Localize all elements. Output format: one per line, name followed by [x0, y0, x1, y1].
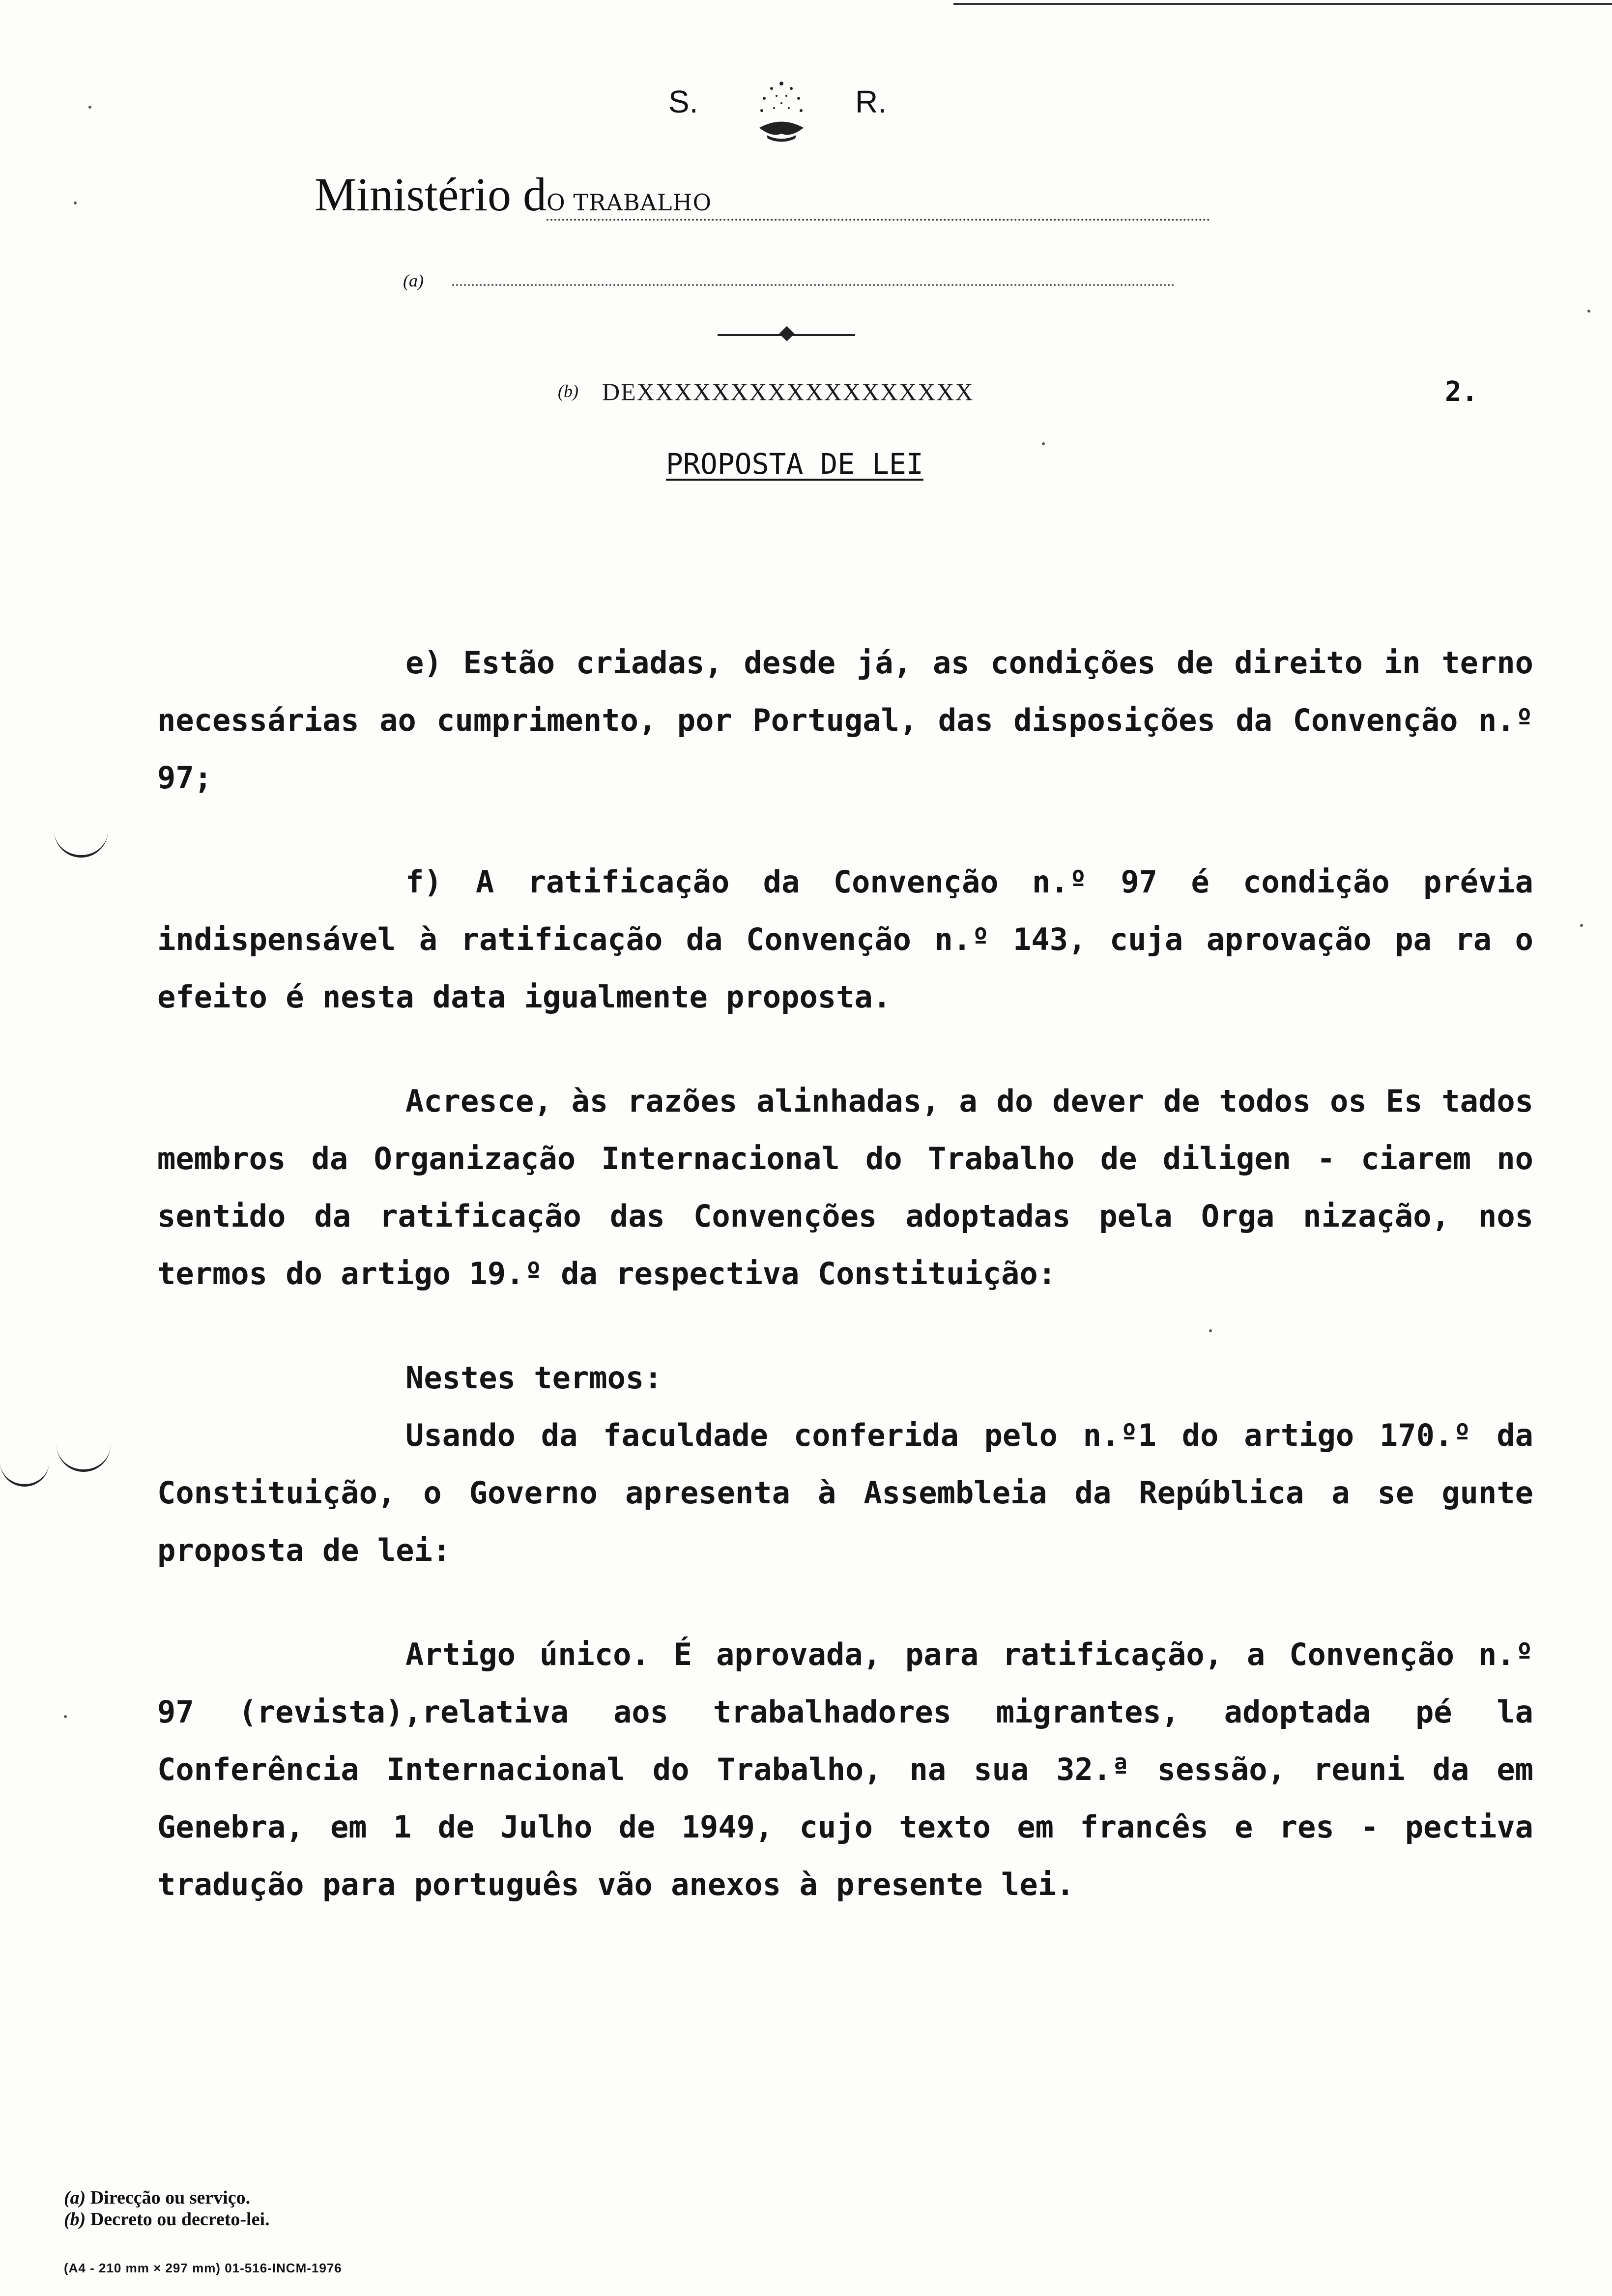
ministry-name: O TRABALHO	[547, 189, 1210, 221]
paragraph-f: f) A ratificação da Convenção n.º 97 é condição prévia indispensável à ratificação da Convenção n.º 143, cuja aprovação pa ra o efeito é nesta data igualmente proposta.	[157, 864, 1533, 1015]
scan-speck	[88, 106, 91, 109]
footnote-b: (b) Decreto ou decreto-lei.	[64, 2209, 270, 2230]
divider-diamond-icon	[779, 326, 794, 341]
scan-speck	[1042, 442, 1045, 445]
punch-hole-mark	[0, 1455, 49, 1487]
document-title: PROPOSTA DE LEI	[666, 447, 923, 481]
ministry-line	[315, 167, 1268, 222]
field-b-struck-value: DEXXXXXXXXXXXXXXXXXX	[602, 378, 974, 405]
coat-of-arms-icon	[732, 74, 831, 147]
document-body	[157, 634, 1533, 1913]
scan-speck	[64, 1715, 67, 1718]
footnote-a: (a) Direcção ou serviço.	[64, 2187, 251, 2208]
paragraph-artigo-unico: Artigo único. É aprovada, para ratificação, a Convenção n.º 97 (revista),relativa aos trabalhadores migrantes, adoptada pé la Conferência Internacional do Trabalho, na sua 32.ª sessão, reuni da em Genebra, em 1 de Julho de 1949, cujo texto em francês e res - pectiva tradução para português vão anexos à presente lei.	[157, 1636, 1533, 1902]
letterhead-emblem-line	[659, 74, 934, 152]
paragraph-acresce: Acresce, às razões alinhadas, a do dever de todos os Es tados membros da Organização Internacional do Trabalho de diligen - ciarem no sentido da ratificação das Convenções adoptadas pela Orga nização, nos termos do artigo 19.º da respectiva Constituição:	[157, 1083, 1533, 1292]
punch-hole-mark	[54, 826, 108, 858]
scan-speck	[74, 201, 77, 204]
paragraph-nestes-termos: Nestes termos:	[405, 1360, 662, 1396]
paragraph-usando: Usando da faculdade conferida pelo n.º1 do artigo 170.º da Constituição, o Governo apresenta à Assembleia da República a se gunte proposta de lei:	[157, 1417, 1533, 1568]
ministry-prefix: Ministério d	[315, 168, 547, 221]
letterhead-right-initial: R.	[855, 84, 887, 119]
punch-hole-mark	[57, 1440, 111, 1472]
scan-speck	[1209, 1329, 1212, 1332]
top-edge-rule	[953, 3, 1612, 5]
scan-speck	[1587, 310, 1590, 313]
print-reference-code: (A4 - 210 mm × 297 mm) 01-516-INCM-1976	[64, 2261, 342, 2275]
scan-speck	[1580, 924, 1583, 927]
field-a-dotted-line	[452, 284, 1175, 286]
field-a-label: (a)	[403, 271, 424, 290]
page-number: 2.	[1445, 376, 1478, 408]
field-b-label: (b)	[558, 381, 578, 401]
footnotes	[64, 2187, 270, 2230]
letterhead-left-initial: S.	[668, 84, 698, 119]
paragraph-e: e) Estão criadas, desde já, as condições de direito in terno necessárias ao cumprimento, por Portugal, das disposições da Convenção n.º 97;	[157, 645, 1533, 796]
